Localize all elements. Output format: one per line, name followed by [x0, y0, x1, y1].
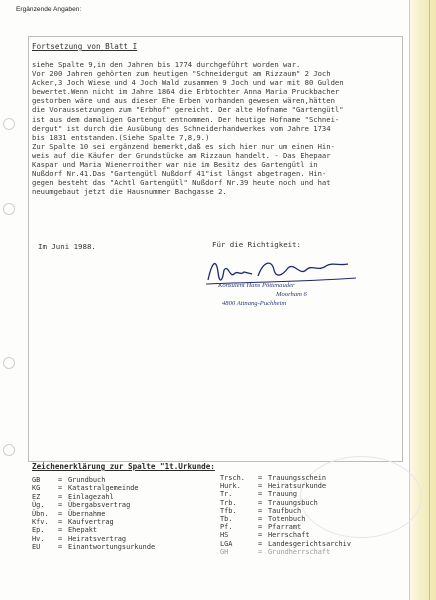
- key-text: Einlagezahl: [68, 492, 114, 501]
- key-text: Kaufvertrag: [68, 518, 114, 527]
- body-line: Zur Spalte 10 sei ergänzend bemerkt,daß es sich hier nur um einen Hin-: [32, 141, 335, 151]
- key-equals: =: [258, 523, 263, 532]
- key-abbr: GB: [32, 476, 41, 484]
- key-item: [220, 548, 351, 556]
- body-line: bewertet.Wenn nicht im Jahre 1864 die Erbtochter Anna Maria Pruckbacher: [32, 87, 340, 97]
- certification-label: Für die Richtigkeit:: [212, 240, 301, 249]
- key-item: [32, 493, 155, 501]
- key-equals: =: [258, 547, 263, 556]
- key-abbr: Pf.: [220, 523, 233, 532]
- key-item: [220, 523, 351, 531]
- key-equals: =: [58, 518, 63, 527]
- key-item: [220, 499, 351, 507]
- key-title: Zeichenerklärung zur Spalte "1t.Urkunde:: [32, 462, 215, 471]
- key-equals: =: [258, 531, 263, 540]
- key-item: [32, 476, 155, 484]
- key-text: Trauungsschein: [268, 474, 327, 482]
- address-stamp: [218, 282, 307, 308]
- key-text: Pfarramt: [268, 523, 302, 532]
- key-abbr: Tb.: [220, 515, 233, 524]
- body-line: Vor 200 Jahren gehörten zum heutigen "Schneidergut am Rizzaum" 2 Joch: [32, 69, 331, 79]
- key-abbr: Trsch.: [220, 474, 245, 482]
- key-abbr: Trb.: [220, 498, 237, 507]
- body-line: die Voraussetzungen zum "Erbhof" gereicht. Der alte Hofname "Gartengütl": [32, 105, 344, 115]
- key-equals: =: [258, 490, 263, 499]
- key-text: Übernahme: [68, 509, 106, 518]
- key-item: [32, 501, 155, 509]
- key-text: Einantwortungsurkunde: [68, 543, 156, 552]
- punch-hole-icon: [3, 118, 15, 130]
- punch-hole-icon: [3, 203, 15, 215]
- key-item: [32, 535, 155, 543]
- document-date: Im Juni 1988.: [38, 242, 96, 251]
- key-text: Landesgerichtsarchiv: [268, 539, 351, 548]
- key-text: Trauung: [268, 490, 298, 499]
- key-item: [32, 543, 155, 551]
- body-line: ist aus dem damaligen Gartengut entnommen. Der heutige Hofname "Schnei-: [32, 114, 340, 124]
- key-item: [220, 540, 351, 548]
- key-item: [220, 531, 351, 539]
- key-equals: =: [58, 543, 63, 552]
- key-item: [220, 490, 351, 498]
- body-line: Nußdorf Nr.41.Das "Gartengütl Nußdorf 41"ist längst abgetragen. Hin-: [32, 169, 327, 179]
- body-line: Kaspar und Maria Wienerroither war nie im Besitz des Gartengütl in: [32, 160, 318, 170]
- key-text: Grundherrschaft: [268, 547, 331, 556]
- key-text: Taufbuch: [268, 506, 302, 515]
- key-abbr: Tr.: [220, 490, 233, 499]
- key-abbr: GH: [220, 547, 229, 556]
- key-item: [32, 526, 155, 534]
- body-line: bis 1831 entstanden.(Siehe Spalte 7,8,9.): [32, 132, 210, 142]
- key-text: Ehepakt: [68, 526, 98, 535]
- key-equals: =: [258, 474, 263, 482]
- stamp-line: Konsulent Hans Pöttenauder: [218, 282, 295, 289]
- key-item: [32, 484, 155, 492]
- stamp-line: Moorham 6: [276, 290, 307, 298]
- body-line: siehe Spalte 9,in den Jahren bis 1774 durchgeführt worden war.: [32, 60, 301, 69]
- punch-hole-icon: [3, 444, 15, 456]
- section-header: Ergänzende Angaben:: [16, 6, 82, 13]
- key-abbr: Tfb.: [220, 506, 237, 515]
- key-abbr: Übn.: [32, 509, 49, 518]
- stamp-line: 4800 Attnang-Puchheim: [222, 299, 287, 307]
- key-abbr: Kfv.: [32, 518, 49, 527]
- key-list-right: [220, 474, 351, 556]
- key-text: Heiratsurkunde: [268, 482, 327, 491]
- body-line: gestorben wäre und aus dieser Ehe Erben vorhanden gewesen wären,hätten: [32, 96, 335, 106]
- body-line: gegen besteht das "Achtl Gartengütl" Nußdorf Nr.39 heute noch und hat: [32, 178, 331, 188]
- key-item: [220, 482, 351, 490]
- key-equals: =: [258, 539, 263, 548]
- key-item: [220, 507, 351, 515]
- body-text: [32, 60, 402, 196]
- key-equals: =: [58, 501, 63, 510]
- continuation-note: Fortsetzung von Blatt I: [32, 42, 138, 51]
- key-equals: =: [58, 509, 63, 518]
- key-equals: =: [258, 482, 263, 491]
- key-abbr: Hurk.: [220, 482, 241, 491]
- key-text: Heiratsvertrag: [68, 534, 127, 543]
- key-text: Grundbuch: [68, 476, 106, 484]
- key-abbr: KG: [32, 484, 41, 493]
- key-equals: =: [258, 498, 263, 507]
- key-abbr: Hv.: [32, 534, 45, 543]
- key-equals: =: [258, 515, 263, 524]
- body-line: weis auf die Käufer der Grundstücke am Rizzaun handelt. - Das Ehepaar: [32, 150, 331, 160]
- key-text: Herrschaft: [268, 531, 310, 540]
- key-abbr: HS: [220, 531, 229, 540]
- key-equals: =: [58, 534, 63, 543]
- key-text: Katastralgemeinde: [68, 484, 139, 493]
- key-text: Übergabsvertrag: [68, 501, 131, 510]
- key-equals: =: [58, 526, 63, 535]
- key-equals: =: [58, 484, 63, 493]
- key-equals: =: [58, 492, 63, 501]
- key-abbr: EZ: [32, 492, 41, 501]
- key-text: Trauungsbuch: [268, 498, 318, 507]
- key-list-left: [32, 476, 155, 552]
- punch-hole-icon: [3, 357, 15, 369]
- key-abbr: Üg.: [32, 501, 45, 510]
- key-abbr: LGA: [220, 539, 233, 548]
- key-item: [32, 510, 155, 518]
- key-equals: =: [58, 476, 63, 484]
- key-item: [220, 515, 351, 523]
- body-line: dergut" ist durch die Ausübung des Schneiderhandwerkes vom Jahre 1734: [32, 123, 331, 133]
- key-item: [32, 518, 155, 526]
- key-text: Totenbuch: [268, 515, 306, 524]
- body-line: Acker,3 Joch Wiese und 4 Joch Wald zusammen 9 Joch und war mit 80 Gulden: [32, 78, 344, 88]
- key-abbr: EU: [32, 543, 41, 552]
- key-item: [220, 474, 351, 482]
- key-abbr: Ep.: [32, 526, 45, 535]
- body-line: neuumgebaut jetzt die Hausnummer Bachgasse 2.: [32, 187, 227, 197]
- key-equals: =: [258, 506, 263, 515]
